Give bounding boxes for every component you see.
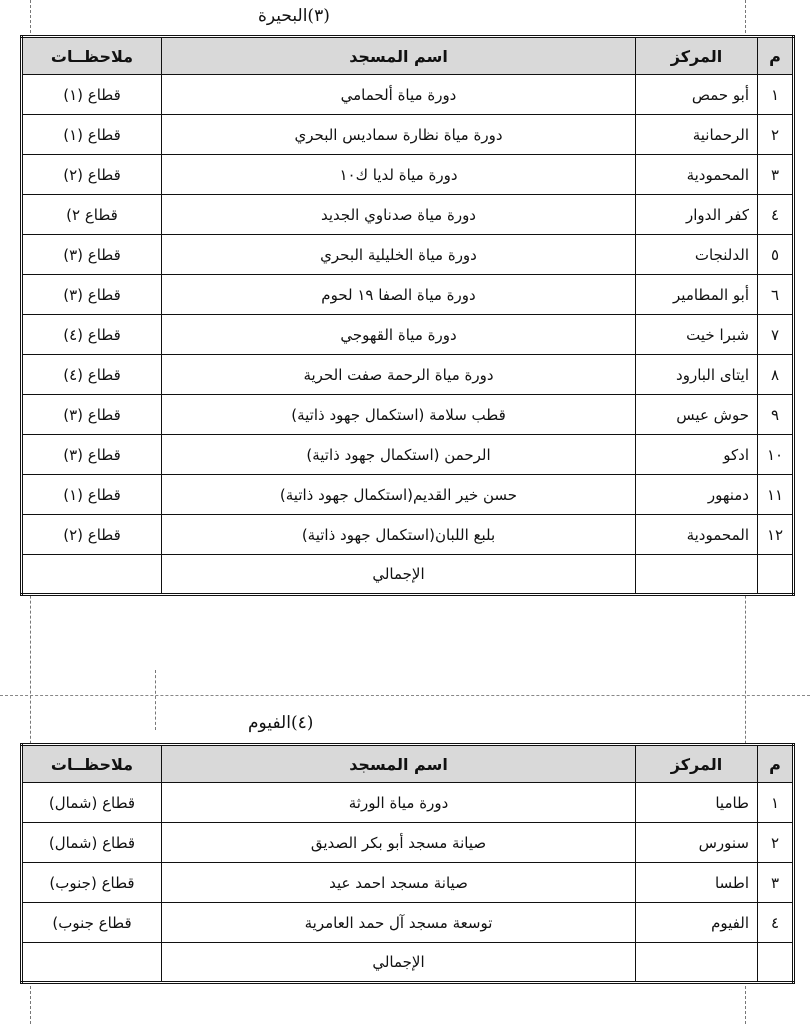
total-num-cell (758, 943, 794, 983)
table-row (22, 783, 794, 823)
row-notes: قطاع (١) (22, 115, 162, 155)
row-num: ١٠ (758, 435, 794, 475)
table-row (22, 823, 794, 863)
table-row (22, 75, 794, 115)
row-center: كفر الدوار (636, 195, 758, 235)
table-header-row (22, 37, 794, 75)
row-mosque-name: دورة مياة نظارة سماديس البحري (162, 115, 636, 155)
guide-line (0, 695, 810, 696)
table-row (22, 235, 794, 275)
table-header-row (22, 745, 794, 783)
table-row (22, 435, 794, 475)
row-mosque-name: الرحمن (استكمال جهود ذاتية) (162, 435, 636, 475)
header-mosque-name: اسم المسجد (162, 37, 636, 75)
section-title-beheira: (٣)البحيرة (258, 6, 330, 26)
row-mosque-name: دورة مياة الصفا ١٩ لحوم (162, 275, 636, 315)
header-num: م (758, 745, 794, 783)
row-num: ٩ (758, 395, 794, 435)
row-notes: قطاع (جنوب) (22, 863, 162, 903)
header-center: المركز (636, 745, 758, 783)
row-notes: قطاع (٤) (22, 355, 162, 395)
row-center: دمنهور (636, 475, 758, 515)
total-num-cell (758, 555, 794, 595)
row-mosque-name: قطب سلامة (استكمال جهود ذاتية) (162, 395, 636, 435)
row-notes: قطاع (٣) (22, 275, 162, 315)
row-center: المحمودية (636, 515, 758, 555)
row-notes: قطاع (١) (22, 475, 162, 515)
row-notes: قطاع (٤) (22, 315, 162, 355)
row-notes: قطاع (١) (22, 75, 162, 115)
fayoum-table (20, 743, 795, 984)
row-center: المحمودية (636, 155, 758, 195)
row-center: طاميا (636, 783, 758, 823)
total-label: الإجمالي (162, 555, 636, 595)
row-center: اطسا (636, 863, 758, 903)
row-notes: قطاع (شمال) (22, 783, 162, 823)
row-mosque-name: دورة مياة القهوجي (162, 315, 636, 355)
table-row (22, 355, 794, 395)
section-title-fayoum: (٤)الفيوم (248, 713, 314, 733)
row-num: ١٢ (758, 515, 794, 555)
row-mosque-name: دورة مياة الورثة (162, 783, 636, 823)
table-row (22, 195, 794, 235)
row-mosque-name: توسعة مسجد آل حمد العامرية (162, 903, 636, 943)
table-row (22, 275, 794, 315)
row-mosque-name: حسن خير القديم(استكمال جهود ذاتية) (162, 475, 636, 515)
row-center: شبرا خيت (636, 315, 758, 355)
row-mosque-name: دورة مياة لديا ك١٠ (162, 155, 636, 195)
table-row (22, 515, 794, 555)
header-mosque-name: اسم المسجد (162, 745, 636, 783)
table-row (22, 903, 794, 943)
row-num: ١ (758, 783, 794, 823)
total-label: الإجمالي (162, 943, 636, 983)
header-num: م (758, 37, 794, 75)
row-center: حوش عيس (636, 395, 758, 435)
row-num: ٣ (758, 155, 794, 195)
row-notes: قطاع جنوب) (22, 903, 162, 943)
row-notes: قطاع (٢) (22, 155, 162, 195)
table-row (22, 315, 794, 355)
row-notes: قطاع (٣) (22, 235, 162, 275)
header-center: المركز (636, 37, 758, 75)
total-row (22, 555, 794, 595)
row-num: ٢ (758, 823, 794, 863)
total-notes-cell (22, 555, 162, 595)
row-center: الدلنجات (636, 235, 758, 275)
row-num: ٣ (758, 863, 794, 903)
row-mosque-name: بلبع اللبان(استكمال جهود ذاتية) (162, 515, 636, 555)
row-num: ٨ (758, 355, 794, 395)
row-num: ٤ (758, 195, 794, 235)
row-num: ٦ (758, 275, 794, 315)
row-center: ادكو (636, 435, 758, 475)
total-center-cell (636, 555, 758, 595)
header-notes: ملاحظــات (22, 37, 162, 75)
row-center: الفيوم (636, 903, 758, 943)
row-notes: قطاع ٢) (22, 195, 162, 235)
total-center-cell (636, 943, 758, 983)
guide-line (155, 670, 156, 730)
row-num: ٢ (758, 115, 794, 155)
table-row (22, 395, 794, 435)
row-center: ايتاى البارود (636, 355, 758, 395)
row-mosque-name: صيانة مسجد احمد عيد (162, 863, 636, 903)
header-notes: ملاحظــات (22, 745, 162, 783)
row-notes: قطاع (شمال) (22, 823, 162, 863)
row-num: ٧ (758, 315, 794, 355)
row-num: ٤ (758, 903, 794, 943)
row-center: الرحمانية (636, 115, 758, 155)
table-row (22, 863, 794, 903)
total-row (22, 943, 794, 983)
row-center: سنورس (636, 823, 758, 863)
row-num: ١ (758, 75, 794, 115)
row-center: أبو حمص (636, 75, 758, 115)
row-notes: قطاع (٢) (22, 515, 162, 555)
row-mosque-name: دورة مياة صدناوي الجديد (162, 195, 636, 235)
beheira-table (20, 35, 795, 596)
row-num: ٥ (758, 235, 794, 275)
row-notes: قطاع (٣) (22, 395, 162, 435)
row-mosque-name: دورة مياة الخليلية البحري (162, 235, 636, 275)
row-notes: قطاع (٣) (22, 435, 162, 475)
row-mosque-name: دورة مياة الرحمة صفت الحرية (162, 355, 636, 395)
row-num: ١١ (758, 475, 794, 515)
row-center: أبو المطامير (636, 275, 758, 315)
table-row (22, 155, 794, 195)
table-row (22, 115, 794, 155)
table-row (22, 475, 794, 515)
total-notes-cell (22, 943, 162, 983)
row-mosque-name: صيانة مسجد أبو بكر الصديق (162, 823, 636, 863)
row-mosque-name: دورة مياة ألحمامي (162, 75, 636, 115)
